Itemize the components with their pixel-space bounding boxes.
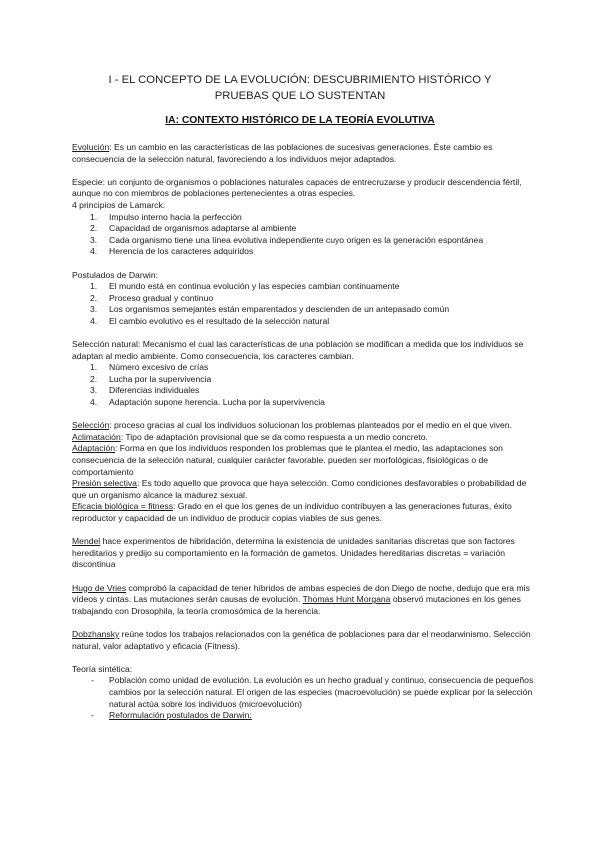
- definition-adaptacion: Adaptación: Forma en que los individuos responden los problemas que le plantea el medio, las adaptaciones son consecuencia de la selección natural, cualquier carácter favorable. pueden ser morfológicas, fisiológicas o de comportamiento: [72, 443, 503, 477]
- term-evolucion: Evolución: [72, 142, 110, 152]
- paragraph-devries: Hugo de Vries comprobó la capacidad de tener híbridos de ambas especies de don Diego de noche, dedujo que era mis vídeos y cintas. Las mutaciones serán causas de evolución. Thomas Hunt Morgana observó mutaciones en los genes trabajando con Drosophila, la teoría cromosómica de la herencia.: [72, 582, 530, 616]
- title-line-2: PRUEBAS QUE LO SUSTENTAN: [214, 90, 386, 102]
- list-item: 1. Impulso interno hacia la perfección: [90, 211, 242, 222]
- list-item: 3. Los organismos semejantes están emparentados y descienden de un antepasado común: [90, 304, 450, 315]
- list-item: 4. Herencia de los caracteres adquiridos: [90, 246, 254, 257]
- list-item: 2. Proceso gradual y continuo: [90, 292, 214, 303]
- teoria-list: [72, 675, 534, 721]
- seleccion-natural-list: [72, 362, 534, 408]
- teoria-heading: Teoría sintética:: [72, 663, 133, 674]
- definition-presion-selectiva: Presión selectiva: Es todo aquello que provoca que haya selección. Como condiciones desfavorables o probabilidad de que un organismo alcance la madurez sexual.: [72, 478, 527, 500]
- list-item: 1. Número excesivo de crías: [90, 362, 209, 373]
- paragraph-dobzhansky: Dobzhansky reúne todos los trabajos relacionados con la genética de poblaciones para dar el neodarwinismo. Selección natural, valor adaptativo y eficacia (Fitness).: [72, 628, 531, 651]
- document-body: [72, 142, 534, 722]
- definition-aclimatacion: Aclimatación: Tipo de adaptación provisional que se da como respuesta a un medio concreto.: [72, 431, 428, 442]
- list-item: 3. Cada organismo tiene una línea evolutiva independiente cuyo origen es la generación espontánea: [90, 234, 484, 245]
- definition-seleccion: Selección: proceso gracias al cual los individuos solucionan los problemas planteados por el medio en el que viven.: [72, 420, 512, 431]
- lamarck-list: [72, 212, 534, 258]
- text-evolucion: : Es un cambio en las características de las poblaciones de sucesivas generaciones. Éste cambio es consecuencia de la selección natural, favoreciendo a los individuos mejor adaptados.: [72, 142, 493, 164]
- list-item: 1. El mundo está en continua evolución y las especies cambian continuamente: [90, 281, 400, 292]
- darwin-list: [72, 281, 534, 327]
- paragraph-evolucion: [72, 142, 534, 165]
- lamarck-heading: 4 principios de Lamarck:: [72, 199, 166, 210]
- title-line-1: I - EL CONCEPTO DE LA EVOLUCIÓN: DESCUBRIMIENTO HISTÓRICO Y: [108, 74, 492, 86]
- page-title: [70, 72, 530, 104]
- definition-eficacia-biologica: Eficacia biológica = fitness: Grado en el que los genes de un individuo contribuyen a las generaciones futuras, éxito reproductor y capacidad de un individuo de producir copias viables de sus genes.: [72, 501, 512, 523]
- paragraph-seleccion-natural: Selección natural: Mecanismo el cual las características de una población se modifican a medida que los individuos se adaptan al medio ambiente. Como consecuencia, los caracteres cambian.: [72, 339, 524, 361]
- list-item: - Población como unidad de evolución. La evolución es un hecho gradual y continuo, consecuencia de pequeños cambios por la selección natural. El origen de las especies (macroevolución) se puede explicar por la selección natural actúa sobre los individuos (microevolución): [72, 675, 534, 710]
- list-item: - Reformulación postulados de Darwin:: [72, 710, 534, 722]
- list-item: 2. Capacidad de organismos adaptarse al ambiente: [90, 223, 297, 234]
- list-item: 4. Adaptación supone herencia. Lucha por la supervivencia: [90, 397, 325, 408]
- paragraph-mendel: Mendel hace experimentos de hibridación, determina la existencia de unidades sanitarias discretas que son factores hereditarios y predijo su comportamiento en la formación de gametos. Unidades hereditarias discretas = variación discontinua: [72, 536, 515, 570]
- list-item: 2. Lucha por la supervivencia: [90, 373, 212, 384]
- list-item: 3. Diferencias individuales: [90, 385, 200, 396]
- section-subtitle: IA: CONTEXTO HISTÓRICO DE LA TEORÍA EVOLUTIVA: [165, 115, 435, 126]
- list-item: 4. El cambio evolutivo es el resultado de la selección natural: [90, 315, 330, 326]
- paragraph-especie: Especie: un conjunto de organismos o poblaciones naturales capaces de entrecruzarse y producir descendencia fértil, aunque no con miembros de poblaciones pertenecientes a otras especies.: [72, 176, 522, 199]
- darwin-heading: Postulados de Darwin:: [72, 269, 158, 280]
